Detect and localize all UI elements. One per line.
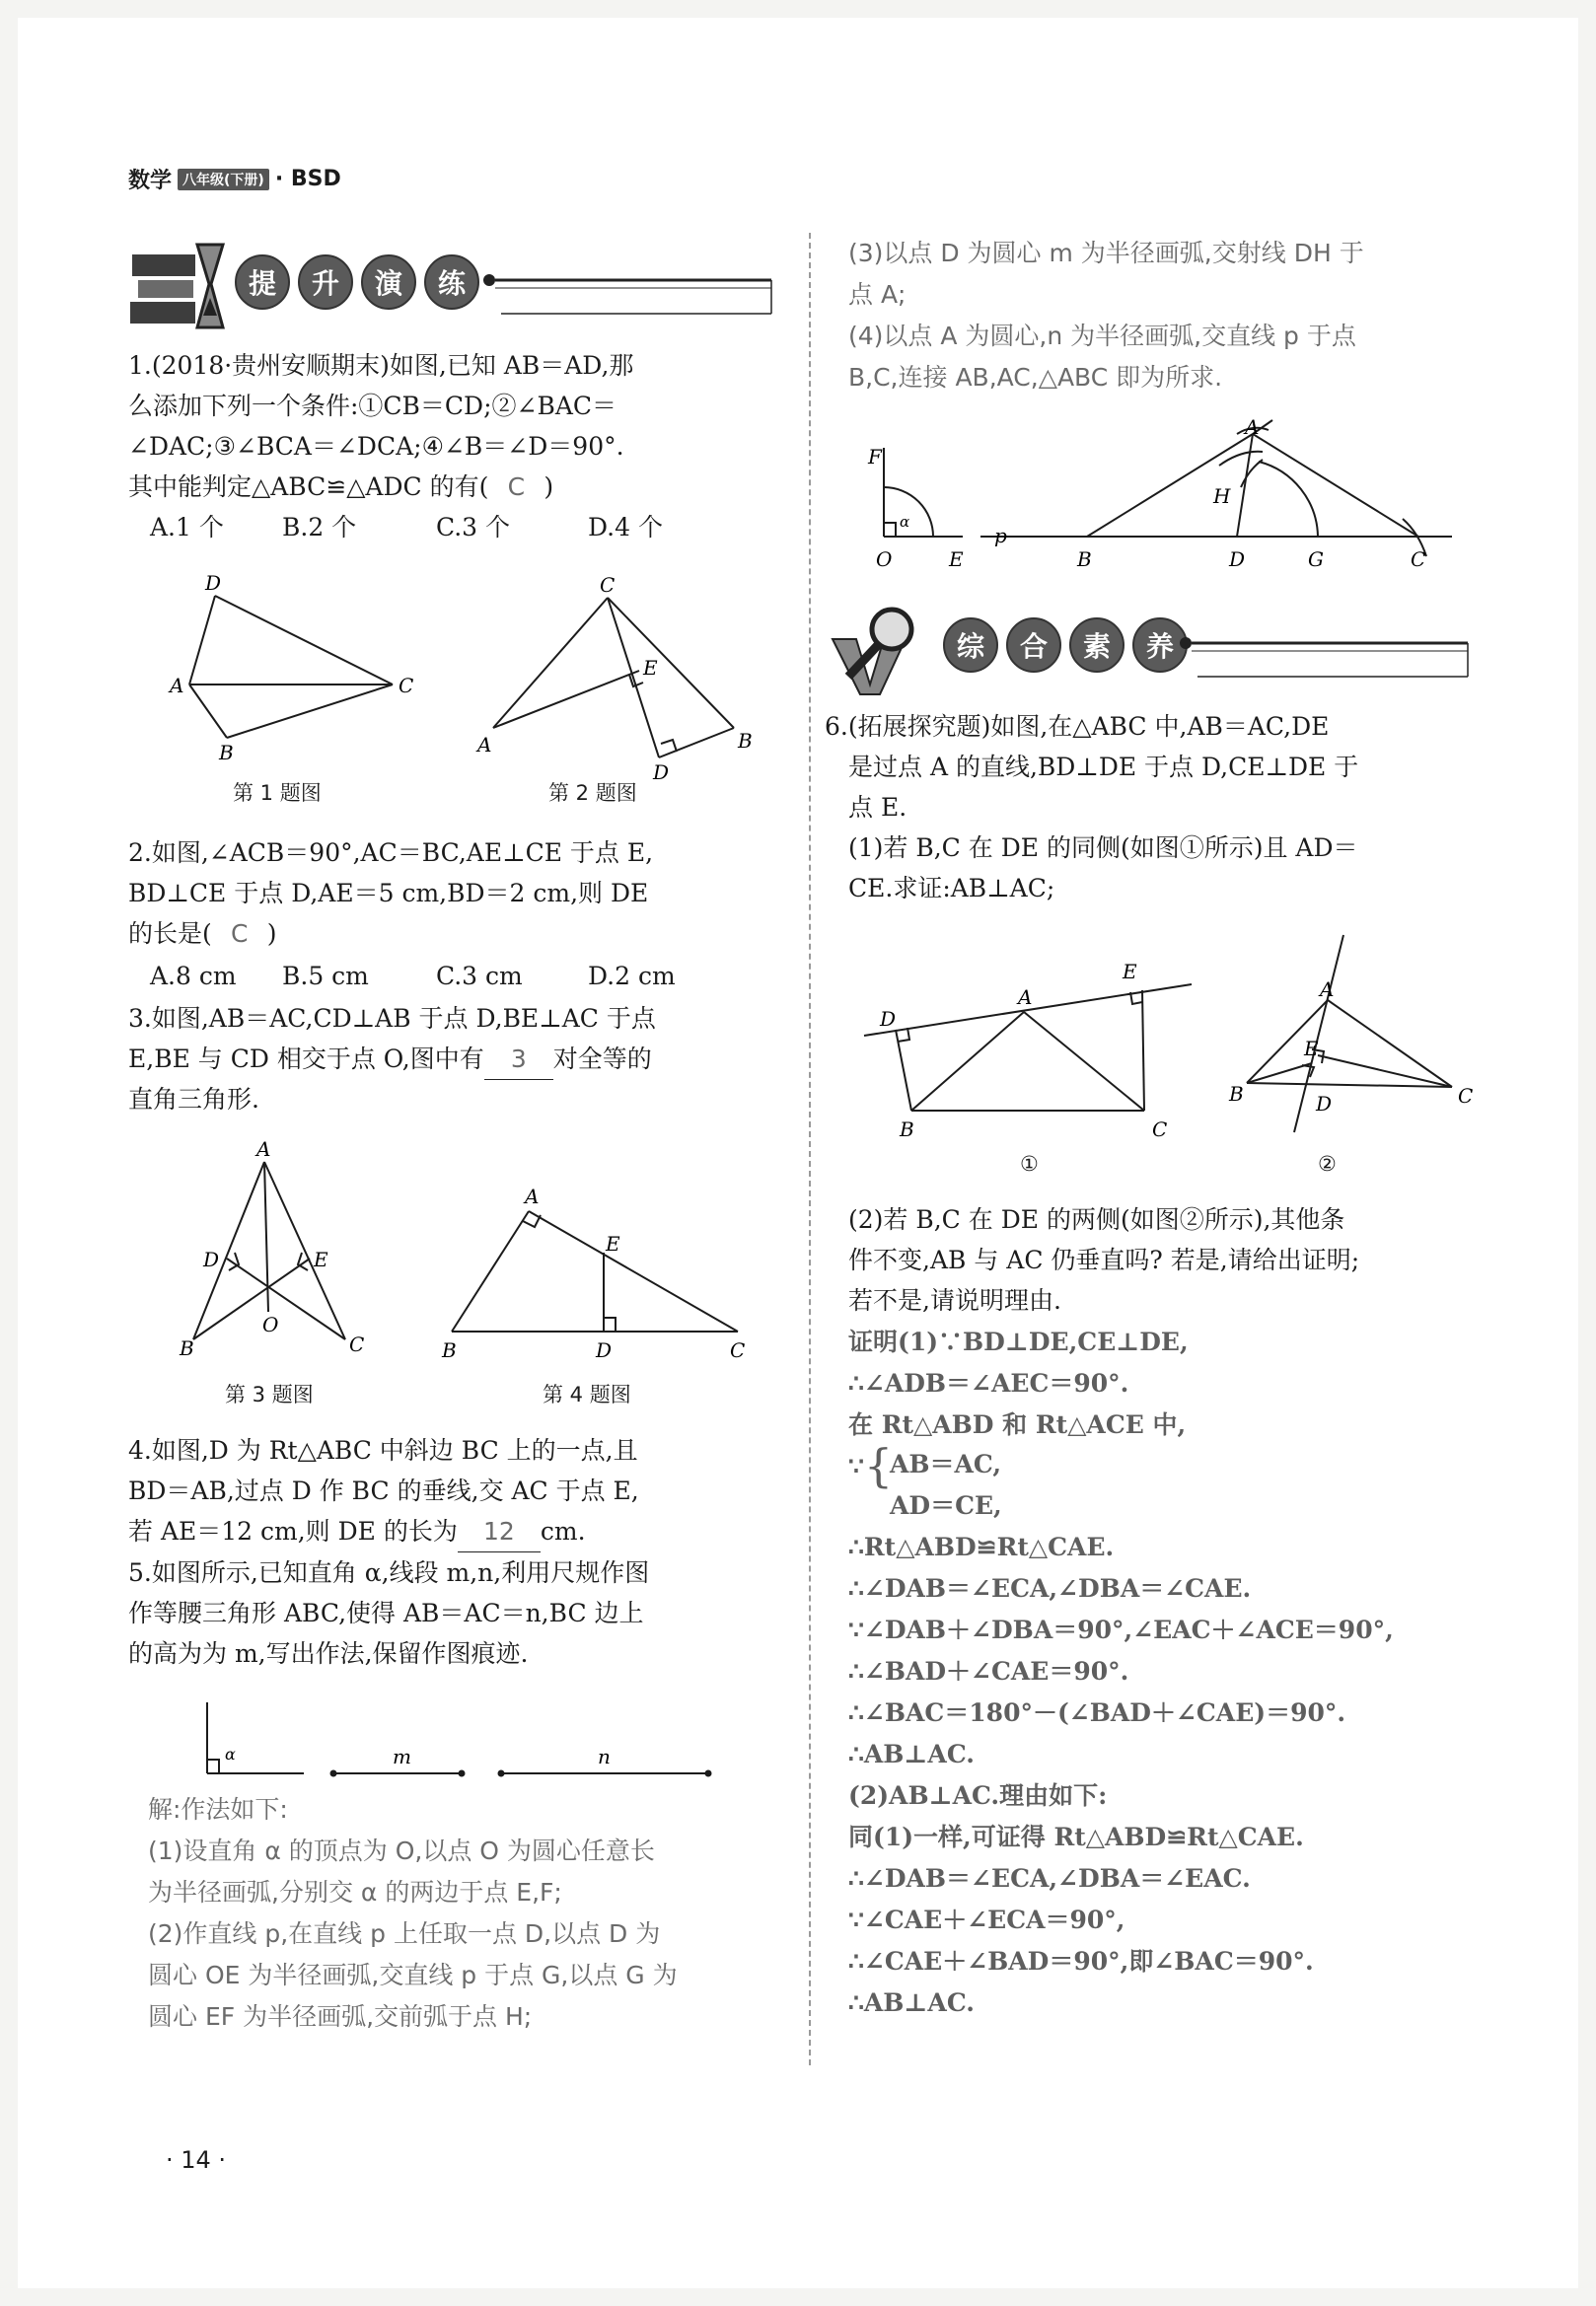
svg-text:A: A	[1018, 985, 1033, 1009]
svg-text:B: B	[219, 741, 234, 764]
figure-caption: 第 4 题图	[543, 1383, 631, 1406]
q6-line: 件不变,AB 与 AC 仍垂直吗? 若是,请给出证明;	[848, 1246, 1360, 1274]
svg-text:A: A	[525, 1185, 540, 1208]
svg-text:C: C	[1411, 547, 1426, 571]
header-subject: 数学	[128, 169, 173, 193]
q1-option: C.3 个	[436, 513, 511, 541]
banner-char: 演	[361, 254, 416, 310]
q6-line: 6.(拓展探究题)如图,在△ABC 中,AB＝AC,DE	[825, 712, 1330, 741]
q5-line: 的高为为 m,写出作法,保留作图痕迹.	[128, 1639, 529, 1668]
svg-text:B: B	[900, 1117, 914, 1141]
svg-text:C: C	[349, 1333, 365, 1356]
figure-q6-1	[856, 943, 1201, 1141]
section-banner-left	[128, 237, 779, 335]
q5-solution: 圆心 OE 为半径画弧,交直线 p 于点 G,以点 G 为	[148, 1961, 678, 1989]
svg-text:E: E	[1304, 1037, 1319, 1060]
svg-text:D: D	[1316, 1092, 1333, 1116]
q2-line: 2.如图,∠ACB＝90°,AC＝BC,AE⊥CE 于点 E,	[128, 838, 654, 867]
svg-text:D: D	[1229, 547, 1246, 571]
svg-text:B: B	[180, 1336, 194, 1360]
figure-q3	[166, 1132, 393, 1369]
figure-q2	[460, 564, 775, 784]
q5-line: 5.如图所示,已知直角 α,线段 m,n,利用尺规作图	[128, 1558, 650, 1587]
svg-text:E: E	[1123, 960, 1137, 983]
q6-line: 点 E.	[848, 793, 907, 822]
svg-text:O: O	[262, 1313, 279, 1336]
svg-text:p: p	[994, 524, 1007, 547]
q2-answer: C	[231, 919, 249, 948]
svg-text:B: B	[1077, 547, 1092, 571]
q6-proof: ∴∠ADB＝∠AEC＝90°.	[848, 1369, 1129, 1398]
q2-text: )	[266, 919, 277, 948]
figure-caption: 第 2 题图	[548, 781, 637, 805]
svg-text:B: B	[738, 729, 753, 753]
header-grade: 八年级(下册)	[178, 169, 269, 190]
q6-line: CE.求证:AB⊥AC;	[848, 874, 1055, 902]
q6-proof: ∵∠DAB＋∠DBA＝90°,∠EAC＋∠ACE＝90°,	[848, 1616, 1394, 1644]
q3-line	[128, 1039, 652, 1080]
q6-proof-brace: ∵{	[848, 1439, 894, 1492]
banner-char: 合	[1006, 617, 1061, 673]
svg-text:E: E	[643, 656, 658, 680]
banner-rule	[1178, 627, 1474, 686]
figure-caption: 第 3 题图	[225, 1383, 314, 1406]
q4-line	[128, 1511, 586, 1552]
q6-proof: ∴∠DAB＝∠ECA,∠DBA＝∠EAC.	[848, 1864, 1251, 1893]
q6-proof: AD＝CE,	[890, 1491, 1002, 1520]
q5-solution: (4)以点 A 为圆心,n 为半径画弧,交直线 p 于点	[848, 322, 1356, 350]
q1-line: 1.(2018·贵州安顺期末)如图,已知 AB＝AD,那	[128, 351, 634, 380]
q5-solution: B,C,连接 AB,AC,△ABC 即为所求.	[848, 363, 1223, 392]
q5-solution: (2)作直线 p,在直线 p 上任取一点 D,以点 D 为	[148, 1919, 661, 1948]
header-edition: · BSD	[274, 167, 341, 191]
figure-label: ①	[1020, 1152, 1039, 1176]
q3-answer: 3	[484, 1039, 553, 1080]
q6-line: 是过点 A 的直线,BD⊥DE 于点 D,CE⊥DE 于	[848, 753, 1359, 781]
q2-option: D.2 cm	[588, 962, 676, 990]
q5-solution: 圆心 EF 为半径画弧,交前弧于点 H;	[148, 2002, 533, 2031]
q6-proof: 同(1)一样,可证得 Rt△ABD≌Rt△CAE.	[848, 1823, 1304, 1851]
q6-proof: ∴∠BAC＝180°－(∠BAD＋∠CAE)＝90°.	[848, 1698, 1346, 1727]
q2-option: A.8 cm	[150, 962, 237, 990]
q6-proof: 证明(1)∵BD⊥DE,CE⊥DE,	[848, 1328, 1189, 1356]
q6-proof: ∴Rt△ABD≌Rt△CAE.	[848, 1533, 1115, 1561]
q6-proof: 在 Rt△ABD 和 Rt△ACE 中,	[848, 1410, 1187, 1439]
svg-text:B: B	[442, 1338, 457, 1362]
svg-text:n: n	[598, 1745, 611, 1768]
figure-q4	[432, 1182, 758, 1369]
figure-q1	[156, 564, 432, 764]
svg-text:E: E	[606, 1232, 620, 1256]
banner-char: 练	[424, 254, 479, 310]
q3-line: 直角三角形.	[128, 1085, 259, 1114]
svg-text:C: C	[1152, 1117, 1168, 1141]
q1-text: 其中能判定△ABC≌△ADC 的有(	[128, 472, 489, 501]
svg-text:A: A	[256, 1137, 271, 1161]
banner-char: 提	[235, 254, 290, 310]
svg-text:G: G	[1308, 547, 1324, 571]
svg-text:D: D	[880, 1007, 897, 1031]
q3-line: 3.如图,AB＝AC,CD⊥AB 于点 D,BE⊥AC 于点	[128, 1004, 656, 1033]
q6-line: (1)若 B,C 在 DE 的同侧(如图①所示)且 AD＝	[848, 833, 1358, 862]
q6-proof: ∴AB⊥AC.	[848, 1988, 975, 2017]
q6-line: 若不是,请说明理由.	[848, 1286, 1061, 1315]
svg-text:D: D	[203, 1248, 220, 1271]
q6-proof: ∴∠DAB＝∠ECA,∠DBA＝∠CAE.	[848, 1574, 1252, 1603]
svg-text:D: D	[653, 760, 670, 784]
q1-answer: C	[507, 472, 526, 501]
q3-text: 对全等的	[552, 1045, 652, 1073]
figure-caption: 第 1 题图	[233, 781, 322, 805]
page	[18, 18, 1578, 2288]
q4-line: 4.如图,D 为 Rt△ABC 中斜边 BC 上的一点,且	[128, 1436, 638, 1465]
q6-proof: (2)AB⊥AC.理由如下:	[848, 1781, 1108, 1810]
svg-text:B: B	[1229, 1082, 1244, 1106]
page-number: · 14 ·	[166, 2146, 227, 2174]
banner-char: 综	[943, 617, 998, 673]
q1-option: B.2 个	[282, 513, 357, 541]
hourglass-icon	[128, 237, 227, 335]
q6-proof: ∴∠CAE＋∠BAD＝90°,即∠BAC＝90°.	[848, 1947, 1314, 1976]
svg-text:O: O	[876, 547, 893, 571]
svg-text:E: E	[949, 547, 964, 571]
banner-char: 养	[1132, 617, 1188, 673]
q5-solution: 为半径画弧,分别交 α 的两边于点 E,F;	[148, 1878, 562, 1907]
magnifier-icon	[827, 600, 935, 698]
svg-text:α: α	[225, 1745, 236, 1764]
q6-proof: ∴AB⊥AC.	[848, 1740, 975, 1768]
q1-line: 么添加下列一个条件:①CB＝CD;②∠BAC＝	[128, 392, 617, 420]
svg-text:α: α	[900, 513, 910, 531]
figure-q5-given	[195, 1694, 728, 1783]
svg-text:m: m	[393, 1745, 411, 1768]
q5-solution: 解:作法如下:	[148, 1795, 288, 1824]
q6-proof: ∴∠BAD＋∠CAE＝90°.	[848, 1657, 1129, 1686]
q1-option: A.1 个	[150, 513, 224, 541]
banner-char: 素	[1069, 617, 1124, 673]
q2-line	[128, 913, 277, 954]
q6-proof: ∵∠CAE＋∠ECA＝90°,	[848, 1906, 1125, 1934]
q6-line: (2)若 B,C 在 DE 的两侧(如图②所示),其他条	[848, 1205, 1345, 1234]
svg-text:A: A	[1245, 415, 1260, 439]
q4-text: cm.	[540, 1517, 586, 1546]
svg-text:H: H	[1213, 484, 1231, 508]
banner-char: 升	[298, 254, 353, 310]
svg-text:A: A	[477, 733, 492, 757]
svg-text:C: C	[600, 573, 616, 597]
section-banner-right	[827, 600, 1478, 698]
figure-q6-2	[1215, 925, 1491, 1142]
q5-solution: (3)以点 D 为圆心 m 为半径画弧,交射线 DH 于	[848, 239, 1364, 267]
q2-option: C.3 cm	[436, 962, 523, 990]
page-header	[128, 164, 341, 194]
q3-text: E,BE 与 CD 相交于点 O,图中有	[128, 1045, 484, 1073]
q2-line: BD⊥CE 于点 D,AE＝5 cm,BD＝2 cm,则 DE	[128, 879, 649, 907]
q1-line	[128, 467, 553, 507]
q4-line: BD＝AB,过点 D 作 BC 的垂线,交 AC 于点 E,	[128, 1477, 639, 1505]
q1-option: D.4 个	[588, 513, 663, 541]
q5-solution: (1)设直角 α 的顶点为 O,以点 O 为圆心任意长	[148, 1837, 655, 1865]
svg-text:A: A	[170, 674, 184, 697]
figure-label: ②	[1318, 1152, 1337, 1176]
q4-answer: 12	[458, 1511, 541, 1552]
q2-option: B.5 cm	[282, 962, 369, 990]
svg-text:C: C	[730, 1338, 746, 1362]
svg-text:A: A	[1320, 977, 1335, 1001]
q4-text: 若 AE＝12 cm,则 DE 的长为	[128, 1517, 458, 1546]
svg-text:E: E	[314, 1248, 328, 1271]
svg-text:C: C	[399, 674, 414, 697]
q5-line: 作等腰三角形 ABC,使得 AB＝AC＝n,BC 边上	[128, 1599, 644, 1627]
svg-text:D: D	[596, 1338, 613, 1362]
svg-text:F: F	[868, 445, 882, 468]
q2-text: 的长是(	[128, 919, 212, 948]
q1-text: )	[544, 472, 554, 501]
q5-solution: 点 A;	[848, 280, 907, 309]
figure-q5-construction	[854, 408, 1466, 576]
banner-rule	[481, 264, 777, 324]
q1-line: ∠DAC;③∠BCA＝∠DCA;④∠B＝∠D＝90°.	[128, 432, 624, 461]
svg-text:D: D	[205, 571, 222, 595]
column-divider	[809, 233, 811, 2065]
q6-proof: AB＝AC,	[890, 1450, 1002, 1478]
svg-text:C: C	[1458, 1084, 1474, 1108]
